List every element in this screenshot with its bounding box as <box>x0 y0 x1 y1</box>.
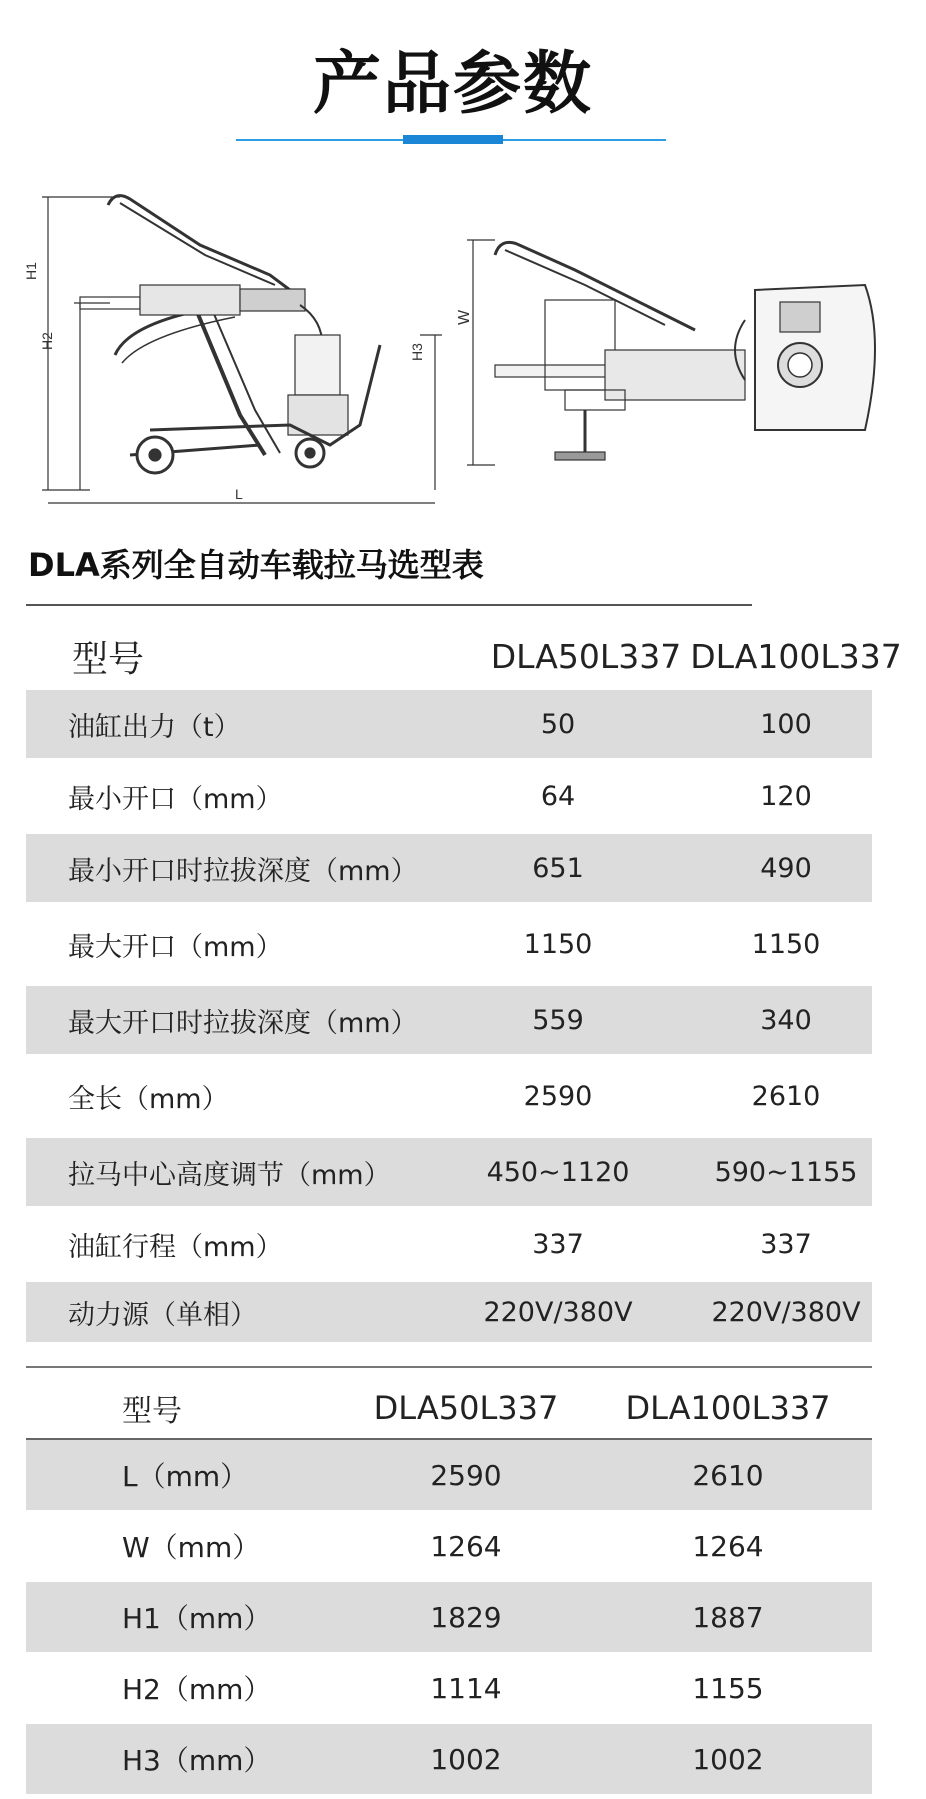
dim-h3-label: H3 <box>409 343 425 361</box>
table-row <box>26 1054 872 1138</box>
row-value-a: 2590 <box>430 1458 502 1492</box>
table-row <box>26 1582 872 1652</box>
row-value-a: 50 <box>540 708 576 740</box>
row-value-a: 1829 <box>430 1600 502 1634</box>
row-label: L（mm） <box>122 1460 249 1493</box>
row-value-a: 1150 <box>523 928 593 960</box>
side-view-svg <box>23 185 450 510</box>
row-label: 最大开口时拉拔深度（mm） <box>68 1007 418 1039</box>
dim-h1-label: H1 <box>23 262 39 280</box>
table-row <box>26 1440 872 1510</box>
row-label: 动力源（单相） <box>68 1299 257 1331</box>
row-value-b: 1150 <box>751 928 821 960</box>
table-row <box>26 1510 872 1582</box>
header-model-a: DLA50L337 <box>373 1389 559 1427</box>
table-row <box>26 834 872 902</box>
table-row <box>26 1138 872 1206</box>
row-value-a: 651 <box>532 852 584 884</box>
header-model-label: 型号 <box>72 638 145 680</box>
row-label: 油缸行程（mm） <box>68 1231 283 1263</box>
table-row <box>26 1652 872 1724</box>
table-row <box>26 758 872 834</box>
side-view-drawing <box>23 185 450 510</box>
row-label: W（mm） <box>122 1531 261 1564</box>
row-label: 最小开口时拉拔深度（mm） <box>68 855 418 887</box>
row-value-b: 220V/380V <box>711 1296 861 1328</box>
row-value-b: 120 <box>760 780 812 812</box>
table-row <box>26 902 872 986</box>
row-value-a: 1264 <box>430 1529 502 1563</box>
row-value-a: 1002 <box>430 1742 502 1776</box>
table-row <box>26 986 872 1054</box>
row-value-b: 340 <box>760 1004 812 1036</box>
header-model-b: DLA100L337 <box>625 1389 831 1427</box>
row-value-b: 1887 <box>692 1600 764 1634</box>
row-value-b: 2610 <box>692 1458 764 1492</box>
row-value-a: 450~1120 <box>486 1156 630 1188</box>
row-label: 最大开口（mm） <box>68 931 283 963</box>
spec-table-header <box>26 622 902 690</box>
spec-table-title: DLA系列全自动车载拉马选型表 <box>28 546 484 584</box>
top-view-drawing <box>455 230 895 470</box>
row-value-b: 100 <box>760 708 812 740</box>
top-view-svg <box>455 230 895 470</box>
table-row <box>26 1282 872 1342</box>
row-label: 最小开口（mm） <box>68 783 283 815</box>
row-value-b: 337 <box>760 1228 812 1260</box>
row-label: H1（mm） <box>122 1602 272 1635</box>
row-value-b: 490 <box>760 852 812 884</box>
row-value-b: 1002 <box>692 1742 764 1776</box>
title-underline-accent <box>403 135 503 144</box>
dimension-table <box>26 1378 872 1794</box>
row-label: 拉马中心高度调节（mm） <box>68 1159 391 1191</box>
row-value-b: 1155 <box>692 1671 764 1705</box>
row-value-a: 2590 <box>523 1080 593 1112</box>
row-value-a: 220V/380V <box>483 1296 633 1328</box>
table-row <box>26 1724 872 1794</box>
spec-table-rule <box>26 604 752 606</box>
row-value-a: 1114 <box>430 1671 502 1705</box>
header-model-a: DLA50L337 <box>490 636 682 676</box>
page-title: 产品参数 <box>312 45 593 124</box>
row-value-a: 64 <box>540 780 576 812</box>
dim-l-label: L <box>235 486 243 502</box>
row-label: 全长（mm） <box>68 1083 229 1115</box>
table-row <box>26 690 872 758</box>
row-value-b: 2610 <box>751 1080 821 1112</box>
row-label: H3（mm） <box>122 1744 272 1777</box>
row-value-b: 590~1155 <box>714 1156 858 1188</box>
header-model-b: DLA100L337 <box>690 636 902 676</box>
row-value-a: 337 <box>532 1228 584 1260</box>
header-model-label: 型号 <box>122 1394 182 1429</box>
table-row <box>26 1206 872 1282</box>
row-label: 油缸出力（t） <box>68 711 241 743</box>
spec-table <box>26 622 902 1342</box>
section-divider <box>26 1366 872 1368</box>
dim-h2-label: H2 <box>39 332 55 350</box>
dimension-table-header <box>26 1378 872 1440</box>
row-label: H2（mm） <box>122 1673 272 1706</box>
dim-w-label: W <box>456 309 473 325</box>
row-value-b: 1264 <box>692 1529 764 1563</box>
row-value-a: 559 <box>532 1004 584 1036</box>
